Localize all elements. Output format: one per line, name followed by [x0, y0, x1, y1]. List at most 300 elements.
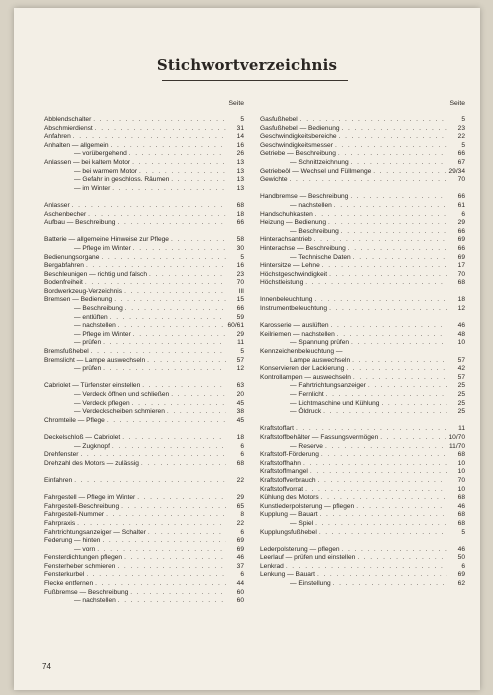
index-term: Karosserie — auslüften: [260, 322, 329, 330]
index-entry: [44, 348, 244, 357]
index-entry: [260, 271, 465, 280]
dot-leader: [321, 451, 447, 460]
index-page-ref: 68: [457, 279, 465, 287]
dot-leader: [300, 116, 447, 125]
dot-leader: [125, 305, 226, 314]
index-page-ref: 6: [240, 528, 244, 536]
index-page-ref: 58: [236, 236, 244, 244]
index-term: — Pflege im Winter: [74, 244, 131, 252]
index-entry: [44, 546, 244, 555]
index-page-ref: 10: [457, 459, 465, 467]
dot-leader: [320, 511, 447, 520]
index-term: Fußbremse — Beschreibung: [44, 588, 129, 596]
index-term: Anhalten — allgemein: [44, 141, 109, 149]
index-page-ref: III: [238, 287, 244, 295]
dot-leader: [114, 296, 226, 305]
dot-leader: [381, 400, 447, 409]
index-entry: [44, 296, 244, 305]
index-entry: [260, 159, 465, 168]
index-term: Instrumentbeleuchtung: [260, 305, 328, 313]
dot-leader: [329, 305, 447, 314]
dot-leader: [339, 133, 447, 142]
dot-leader: [122, 434, 226, 443]
index-page-ref: 14: [236, 133, 244, 141]
entry-gap: [44, 193, 244, 202]
dot-leader: [117, 219, 226, 228]
index-entry: [44, 279, 244, 288]
index-entry: [44, 219, 244, 228]
index-page-ref: 5: [461, 528, 465, 536]
index-term: — Fernlicht: [290, 391, 324, 398]
index-entry: [260, 374, 465, 383]
index-entry: [260, 468, 465, 477]
dot-leader: [93, 116, 226, 125]
index-page-ref: 29: [236, 330, 244, 338]
index-term: Fensterkurbel: [44, 571, 85, 579]
index-page-ref: 48: [457, 330, 465, 338]
dot-leader: [353, 374, 447, 383]
left-column: [44, 100, 244, 606]
dot-leader: [323, 408, 447, 417]
index-term: Lenkrad: [260, 562, 284, 570]
index-page-ref: 26: [236, 150, 244, 158]
dot-leader: [139, 168, 226, 177]
index-term: Fensterdichtungen pflegen: [44, 554, 123, 562]
index-entry: [44, 563, 244, 572]
index-page-ref: 68: [236, 459, 244, 467]
dot-leader: [351, 159, 447, 168]
index-page-ref: 6: [461, 562, 465, 570]
index-entry: [44, 408, 244, 417]
dot-leader: [171, 391, 226, 400]
entry-gap: [260, 537, 465, 546]
index-entry: [44, 185, 244, 194]
index-page-ref: 17: [457, 262, 465, 270]
index-page-ref: 65: [236, 502, 244, 510]
index-page-ref: 13: [236, 184, 244, 192]
index-entry: [260, 133, 465, 142]
index-term: Gasfußhebel — Bedienung: [260, 124, 340, 132]
index-entry: [44, 537, 244, 546]
index-entry: [44, 236, 244, 245]
index-term: Federung — hinten: [44, 537, 101, 545]
dot-leader: [305, 279, 447, 288]
index-entry: [260, 219, 465, 228]
index-term: Gasfußhebel: [260, 116, 298, 123]
left-entry-list: [44, 116, 244, 606]
index-entry: [260, 339, 465, 348]
index-page-ref: 61: [457, 201, 465, 209]
index-term: — prüfen: [74, 365, 102, 373]
index-entry: [260, 477, 465, 486]
index-page-ref: 6: [240, 451, 244, 459]
dot-leader: [142, 382, 226, 391]
dot-leader: [112, 185, 226, 194]
dot-leader: [95, 125, 226, 134]
index-term: Beschleunigen — richtig und falsch: [44, 270, 147, 278]
index-term: — nachstellen: [74, 597, 116, 605]
right-column-header: Seite: [449, 100, 465, 107]
index-term: — Einstellung: [290, 580, 331, 588]
dot-leader: [133, 245, 226, 254]
index-page-ref: 18: [236, 433, 244, 441]
index-term: Getriebeöl — Wechsel und Füllmenge: [260, 167, 372, 175]
index-page-ref: 38: [236, 408, 244, 416]
index-term: Fensterheber schmieren: [44, 562, 116, 570]
dot-leader: [368, 382, 447, 391]
entry-gap: [260, 314, 465, 323]
index-term: Bremsen — Bedienung: [44, 296, 113, 304]
index-page-ref: 5: [461, 116, 465, 123]
index-page-ref: 23: [236, 270, 244, 278]
dot-leader: [341, 228, 447, 237]
index-page-ref: 60: [236, 597, 244, 605]
index-entry: [260, 228, 465, 237]
index-entry: [260, 382, 465, 391]
dot-leader: [380, 434, 446, 443]
index-entry: [260, 125, 465, 134]
dot-leader: [85, 279, 226, 288]
index-page-ref: 13: [236, 167, 244, 175]
dot-leader: [335, 142, 447, 151]
index-page-ref: 68: [457, 451, 465, 459]
dot-leader: [346, 365, 447, 374]
index-term: Bremslicht — Lampe auswechseln: [44, 356, 146, 364]
index-page-ref: 13: [236, 176, 244, 184]
index-term: Bedienungsorgane: [44, 253, 100, 261]
index-page-ref: 15: [236, 296, 244, 304]
index-page-ref: 37: [236, 562, 244, 570]
dot-leader: [124, 554, 226, 563]
entry-gap: [260, 417, 465, 426]
index-entry: [260, 142, 465, 151]
index-term: — Technische Daten: [290, 253, 351, 261]
index-term: Kraftstoffmangel: [260, 468, 308, 476]
index-term: Geschwindigkeitsmesser: [260, 141, 333, 149]
dot-leader: [333, 580, 447, 589]
index-entry: [44, 314, 244, 323]
dot-leader: [318, 477, 447, 486]
index-term: Abblendschalter: [44, 116, 92, 123]
index-term: Kupplung — Bauart: [260, 511, 318, 519]
index-entry: [44, 434, 244, 443]
index-term: Innenbeleuchtung: [260, 296, 313, 304]
index-term: — Reserve: [290, 442, 323, 450]
index-entry: [44, 357, 244, 366]
index-term: — nachstellen: [290, 201, 332, 209]
index-term: — Beschreibung: [74, 305, 123, 313]
dot-leader: [322, 262, 447, 271]
index-term: Lenkung — Bauart: [260, 571, 315, 579]
index-entry: [44, 400, 244, 409]
index-term: Kennzeichenbeleuchtung —: [260, 348, 343, 356]
index-entry: [260, 262, 465, 271]
index-page-ref: 69: [236, 545, 244, 553]
index-term: Chromteile — Pflege: [44, 416, 105, 424]
dot-leader: [342, 125, 447, 134]
index-page-ref: 25: [457, 382, 465, 390]
dot-leader: [171, 236, 226, 245]
index-page-ref: 18: [457, 296, 465, 304]
index-entry: [44, 580, 244, 589]
entry-gap: [44, 486, 244, 495]
index-entry: [260, 434, 465, 443]
index-term: Höchstleistung: [260, 279, 304, 287]
index-entry: [44, 150, 244, 159]
dot-leader: [141, 460, 226, 469]
index-term: — Gefahr in geschloss. Räumen: [74, 176, 170, 184]
dot-leader: [133, 331, 226, 340]
dot-leader: [353, 254, 447, 263]
index-term: Kraftstoff-Förderung: [260, 451, 319, 459]
dot-leader: [356, 503, 447, 512]
index-term: — vorübergehend: [74, 150, 127, 158]
index-term: — vorn: [74, 545, 96, 553]
index-page-ref: 13: [236, 158, 244, 166]
left-column-header: Seite: [228, 100, 244, 107]
entry-gap: [260, 288, 465, 297]
dot-leader: [326, 391, 447, 400]
index-entry: [44, 382, 244, 391]
index-term: Anfahren: [44, 133, 71, 141]
index-page-ref: 57: [236, 356, 244, 364]
index-entry: [44, 176, 244, 185]
index-entry: [260, 236, 465, 245]
dot-leader: [91, 348, 226, 357]
index-term: — Beschreibung: [290, 227, 339, 235]
index-term: Höchstgeschwindigkeit: [260, 270, 328, 278]
index-entry: [260, 322, 465, 331]
index-entry: [260, 443, 465, 452]
page-number: 74: [42, 662, 51, 671]
index-entry: [44, 322, 244, 331]
index-term: Kontrollampen — auswechseln: [260, 373, 351, 381]
index-entry: [260, 425, 465, 434]
dot-leader: [296, 425, 447, 434]
index-page-ref: 16: [236, 262, 244, 270]
dot-leader: [103, 365, 226, 374]
index-entry: [260, 176, 465, 185]
dot-leader: [352, 357, 447, 366]
dot-leader: [305, 486, 447, 495]
dot-leader: [314, 296, 447, 305]
dot-leader: [137, 494, 226, 503]
dot-leader: [342, 546, 447, 555]
dot-leader: [148, 529, 226, 538]
index-entry: [260, 331, 465, 340]
index-page-ref: 44: [236, 580, 244, 588]
index-page-ref: 45: [236, 416, 244, 424]
index-page-ref: 29/34: [448, 167, 465, 175]
index-term: Handbremse — Beschreibung: [260, 193, 349, 201]
index-page-ref: 10/70: [448, 433, 465, 441]
dot-leader: [321, 494, 447, 503]
dot-leader: [132, 159, 226, 168]
dot-leader: [286, 563, 447, 572]
index-term: Lampe auswechseln: [290, 356, 351, 364]
index-page-ref: 18: [236, 210, 244, 218]
index-page-ref: 25: [457, 408, 465, 416]
index-entry: [44, 202, 244, 211]
index-page-ref: 25: [457, 399, 465, 407]
index-term: Kraftstoffvorrat: [260, 485, 304, 493]
index-term: Anlasser: [44, 201, 70, 209]
index-term: — prüfen: [74, 339, 102, 347]
entry-gap: [44, 374, 244, 383]
index-term: Drehzahl des Motors — zulässig: [44, 459, 139, 467]
index-term: — im Winter: [74, 184, 111, 192]
dot-leader: [95, 580, 226, 589]
index-page-ref: 16: [236, 141, 244, 149]
index-term: Drehfenster: [44, 451, 79, 459]
dot-leader: [357, 554, 447, 563]
index-term: Leerlauf — prüfen und einstellen: [260, 554, 356, 562]
index-term: Kunstlederpolsterung — pflegen: [260, 502, 355, 510]
dot-leader: [86, 262, 226, 271]
index-page-ref: 11/70: [448, 442, 465, 450]
index-entry: [260, 511, 465, 520]
index-entry: [44, 133, 244, 142]
index-page-ref: 66: [457, 227, 465, 235]
index-entry: [44, 168, 244, 177]
index-term: Fahrtrichtungsanzeiger — Schalter: [44, 528, 146, 536]
dot-leader: [351, 339, 447, 348]
index-entry: [260, 357, 465, 366]
index-page-ref: 20: [236, 391, 244, 398]
entry-gap: [44, 468, 244, 477]
dot-leader: [118, 597, 226, 606]
index-entry: [44, 503, 244, 512]
index-page-ref: 6: [240, 571, 244, 579]
entry-gap: [260, 185, 465, 194]
index-page-ref: 45: [236, 399, 244, 407]
index-page-ref: 46: [457, 545, 465, 553]
dot-leader: [80, 451, 226, 460]
index-entry: [44, 529, 244, 538]
index-entry: [260, 486, 465, 495]
index-term: — Spiel: [290, 519, 314, 527]
index-entry: [260, 494, 465, 503]
index-term: Fahrgestell — Pflege im Winter: [44, 494, 136, 502]
index-page-ref: 68: [457, 494, 465, 502]
index-page-ref: 29: [236, 494, 244, 502]
index-term: Konservieren der Lackierung: [260, 365, 345, 373]
index-page-ref: 69: [457, 253, 465, 261]
index-page-ref: 68: [457, 519, 465, 527]
index-entry: [44, 597, 244, 606]
index-entry: [260, 211, 465, 220]
index-term: Aschenbecher: [44, 210, 87, 218]
index-page-ref: 69: [457, 571, 465, 579]
index-entry: [260, 391, 465, 400]
index-page-ref: 70: [457, 176, 465, 184]
index-term: — Fahrtrichtungsanzeiger: [290, 382, 366, 390]
index-page: [14, 8, 480, 690]
index-term: — Öldruck: [290, 408, 322, 416]
index-entry: [44, 271, 244, 280]
index-page-ref: 66: [457, 193, 465, 201]
title-underline: [162, 80, 348, 81]
index-term: — Verdeckscheiben schmieren: [74, 408, 165, 416]
dot-leader: [331, 322, 447, 331]
index-entry: [260, 451, 465, 460]
index-entry: [260, 408, 465, 417]
index-entry: [260, 571, 465, 580]
index-term: Cabriolet — Türfenster einstellen: [44, 382, 141, 390]
dot-leader: [110, 314, 226, 323]
index-entry: [44, 417, 244, 426]
dot-leader: [325, 443, 447, 452]
dot-leader: [314, 236, 447, 245]
index-page-ref: 50: [457, 554, 465, 562]
index-entry: [44, 245, 244, 254]
index-term: — Verdeck öffnen und schließen: [74, 391, 170, 398]
index-term: Kraftstoffbehälter — Fassungsvermögen: [260, 433, 379, 441]
dot-leader: [147, 357, 226, 366]
dot-leader: [348, 245, 447, 254]
dot-leader: [328, 219, 447, 228]
index-entry: [44, 142, 244, 151]
index-page-ref: 22: [236, 519, 244, 527]
index-term: Hinterachsantrieb: [260, 236, 312, 244]
index-term: Bordwerkzeug-Verzeichnis: [44, 287, 123, 295]
index-page-ref: 69: [457, 236, 465, 244]
index-term: Gewichte: [260, 176, 288, 184]
dot-leader: [106, 511, 226, 520]
index-page-ref: 12: [236, 365, 244, 373]
index-entry: [44, 589, 244, 598]
index-term: — Spannung prüfen: [290, 339, 350, 347]
index-term: Hinterachse — Beschreibung: [260, 244, 346, 252]
index-entry: [44, 391, 244, 400]
index-entry: [260, 365, 465, 374]
index-entry: [260, 460, 465, 469]
dot-leader: [86, 571, 226, 580]
index-page-ref: 57: [457, 373, 465, 381]
dot-leader: [149, 271, 226, 280]
dot-leader: [303, 460, 447, 469]
entry-gap: [44, 228, 244, 237]
index-page-ref: 25: [457, 391, 465, 398]
index-entry: [260, 279, 465, 288]
index-entry: [44, 339, 244, 348]
index-entry: [44, 451, 244, 460]
index-entry: [260, 168, 465, 177]
index-term: Geschwindigkeitsbereiche: [260, 133, 337, 141]
dot-leader: [315, 211, 447, 220]
index-term: Hintersitze — Lehne: [260, 262, 320, 270]
index-term: Einfahren: [44, 476, 73, 484]
index-page-ref: 70: [236, 279, 244, 287]
index-page-ref: 66: [457, 150, 465, 158]
index-term: Abschmierdienst: [44, 124, 93, 132]
index-term: Bodenfreiheit: [44, 279, 83, 287]
index-page-ref: 66: [236, 219, 244, 227]
index-term: — Verdeck pflegen: [74, 399, 130, 407]
dot-leader: [132, 400, 226, 409]
index-page-ref: 5: [240, 348, 244, 356]
dot-leader: [72, 202, 226, 211]
index-entry: [260, 193, 465, 202]
index-page-ref: 57: [457, 356, 465, 364]
index-term: Bremsfußhebel: [44, 348, 89, 356]
index-page-ref: 46: [457, 502, 465, 510]
index-page-ref: 12: [457, 305, 465, 313]
index-page-ref: 11: [237, 339, 244, 347]
index-entry: [260, 245, 465, 254]
index-entry: [260, 580, 465, 589]
index-page-ref: 60: [236, 588, 244, 596]
